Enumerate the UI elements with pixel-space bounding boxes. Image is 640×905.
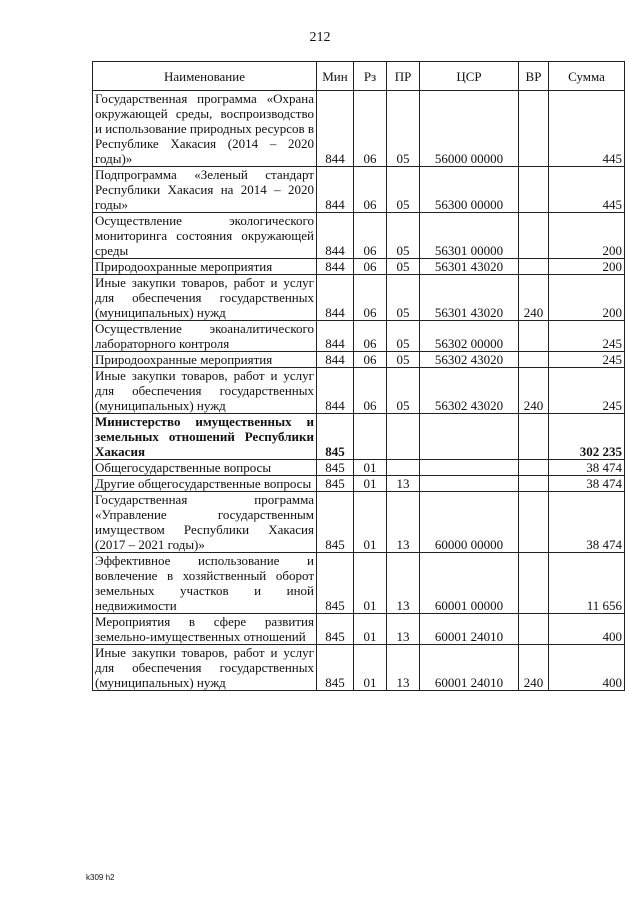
row-csr	[420, 460, 519, 476]
row-pr	[387, 460, 420, 476]
table-row	[93, 213, 625, 259]
row-pr: 13	[387, 645, 420, 691]
row-name: Государственная программа «Управление государственным имуществом Республики Хакасия (2017 – 2021 годы)»	[93, 492, 317, 553]
budget-table	[92, 61, 625, 691]
row-csr: 60001 00000	[420, 553, 519, 614]
row-name: Общегосударственные вопросы	[93, 460, 317, 476]
row-min: 844	[317, 321, 354, 352]
row-name: Иные закупки товаров, работ и услуг для обеспечения государственных (муниципальных) нужд	[93, 275, 317, 321]
row-sum: 200	[549, 213, 625, 259]
row-vr	[519, 91, 549, 167]
row-csr: 60000 00000	[420, 492, 519, 553]
row-csr: 56300 00000	[420, 167, 519, 213]
row-min: 845	[317, 553, 354, 614]
row-vr	[519, 167, 549, 213]
row-sum: 302 235	[549, 414, 625, 460]
row-sum: 245	[549, 321, 625, 352]
row-name: Осуществление экоаналитического лабораторного контроля	[93, 321, 317, 352]
row-rz: 01	[354, 553, 387, 614]
row-name: Иные закупки товаров, работ и услуг для обеспечения государственных (муниципальных) нужд	[93, 645, 317, 691]
row-sum: 445	[549, 167, 625, 213]
row-min: 844	[317, 259, 354, 275]
table-row-ministry	[93, 414, 625, 460]
row-min: 845	[317, 645, 354, 691]
row-name: Природоохранные мероприятия	[93, 259, 317, 275]
row-csr	[420, 476, 519, 492]
table-row	[93, 259, 625, 275]
row-min: 844	[317, 275, 354, 321]
row-vr	[519, 321, 549, 352]
header-vr: ВР	[519, 62, 549, 91]
table-row	[93, 460, 625, 476]
row-name: Подпрограмма «Зеленый стандарт Республики Хакасия на 2014 – 2020 годы»	[93, 167, 317, 213]
row-name: Мероприятия в сфере развития земельно-имущественных отношений	[93, 614, 317, 645]
row-pr: 05	[387, 91, 420, 167]
table-row	[93, 352, 625, 368]
row-rz: 01	[354, 645, 387, 691]
header-rz: Рз	[354, 62, 387, 91]
table-row	[93, 275, 625, 321]
row-name: Министерство имущественных и земельных отношений Республики Хакасия	[93, 414, 317, 460]
table-row	[93, 645, 625, 691]
row-rz: 06	[354, 321, 387, 352]
row-name: Осуществление экологического мониторинга состояния окружающей среды	[93, 213, 317, 259]
page-number: 212	[309, 30, 331, 45]
row-csr: 56301 43020	[420, 259, 519, 275]
row-sum: 445	[549, 91, 625, 167]
row-sum: 11 656	[549, 553, 625, 614]
table-row	[93, 167, 625, 213]
row-csr: 56301 00000	[420, 213, 519, 259]
row-vr: 240	[519, 368, 549, 414]
row-min: 845	[317, 476, 354, 492]
row-min: 844	[317, 91, 354, 167]
table-row	[93, 553, 625, 614]
row-name: Природоохранные мероприятия	[93, 352, 317, 368]
row-name: Другие общегосударственные вопросы	[93, 476, 317, 492]
row-min: 844	[317, 213, 354, 259]
row-name: Иные закупки товаров, работ и услуг для обеспечения государственных (муниципальных) нужд	[93, 368, 317, 414]
row-rz: 06	[354, 167, 387, 213]
row-sum: 200	[549, 259, 625, 275]
row-csr: 60001 24010	[420, 645, 519, 691]
table-row	[93, 614, 625, 645]
row-pr: 05	[387, 167, 420, 213]
row-pr	[387, 414, 420, 460]
row-pr: 05	[387, 321, 420, 352]
row-csr: 56302 43020	[420, 368, 519, 414]
row-rz: 06	[354, 352, 387, 368]
row-rz: 01	[354, 476, 387, 492]
row-vr	[519, 352, 549, 368]
row-rz: 06	[354, 259, 387, 275]
row-vr	[519, 460, 549, 476]
header-pr: ПР	[387, 62, 420, 91]
row-min: 845	[317, 414, 354, 460]
row-vr	[519, 476, 549, 492]
row-vr: 240	[519, 645, 549, 691]
row-sum: 400	[549, 645, 625, 691]
header-sum: Сумма	[549, 62, 625, 91]
table-row	[93, 368, 625, 414]
table-row	[93, 492, 625, 553]
row-min: 845	[317, 460, 354, 476]
footer-code: k309 h2	[86, 873, 115, 882]
row-rz: 06	[354, 275, 387, 321]
row-rz: 01	[354, 492, 387, 553]
row-min: 845	[317, 492, 354, 553]
row-pr: 05	[387, 368, 420, 414]
row-name: Эффективное использование и вовлечение в хозяйственный оборот земельных участков и иной недвижимости	[93, 553, 317, 614]
row-rz	[354, 414, 387, 460]
row-pr: 05	[387, 213, 420, 259]
row-sum: 200	[549, 275, 625, 321]
row-pr: 05	[387, 275, 420, 321]
row-csr: 60001 24010	[420, 614, 519, 645]
row-sum: 245	[549, 368, 625, 414]
row-pr: 13	[387, 614, 420, 645]
row-csr: 56301 43020	[420, 275, 519, 321]
row-pr: 05	[387, 352, 420, 368]
row-name: Государственная программа «Охрана окружающей среды, воспроизводство и использование природных ресурсов в Республике Хакасия (2014 – 2020 годы)»	[93, 91, 317, 167]
row-sum: 400	[549, 614, 625, 645]
table-row	[93, 91, 625, 167]
row-min: 844	[317, 352, 354, 368]
row-sum: 38 474	[549, 460, 625, 476]
row-vr: 240	[519, 275, 549, 321]
row-pr: 13	[387, 492, 420, 553]
row-csr: 56000 00000	[420, 91, 519, 167]
row-pr: 13	[387, 476, 420, 492]
header-csr: ЦСР	[420, 62, 519, 91]
row-rz: 06	[354, 213, 387, 259]
header-min: Мин	[317, 62, 354, 91]
row-rz: 06	[354, 91, 387, 167]
row-sum: 38 474	[549, 492, 625, 553]
row-vr	[519, 492, 549, 553]
row-csr: 56302 00000	[420, 321, 519, 352]
row-csr: 56302 43020	[420, 352, 519, 368]
row-vr	[519, 414, 549, 460]
row-min: 844	[317, 368, 354, 414]
row-rz: 01	[354, 614, 387, 645]
row-min: 844	[317, 167, 354, 213]
row-rz: 06	[354, 368, 387, 414]
row-vr	[519, 213, 549, 259]
row-pr: 05	[387, 259, 420, 275]
row-sum: 245	[549, 352, 625, 368]
row-rz: 01	[354, 460, 387, 476]
header-name: Наименование	[93, 62, 317, 91]
row-sum: 38 474	[549, 476, 625, 492]
table-row	[93, 476, 625, 492]
table-row	[93, 321, 625, 352]
row-csr	[420, 414, 519, 460]
row-min: 845	[317, 614, 354, 645]
row-vr	[519, 614, 549, 645]
row-vr	[519, 553, 549, 614]
table-header-row	[93, 62, 625, 91]
row-vr	[519, 259, 549, 275]
row-pr: 13	[387, 553, 420, 614]
